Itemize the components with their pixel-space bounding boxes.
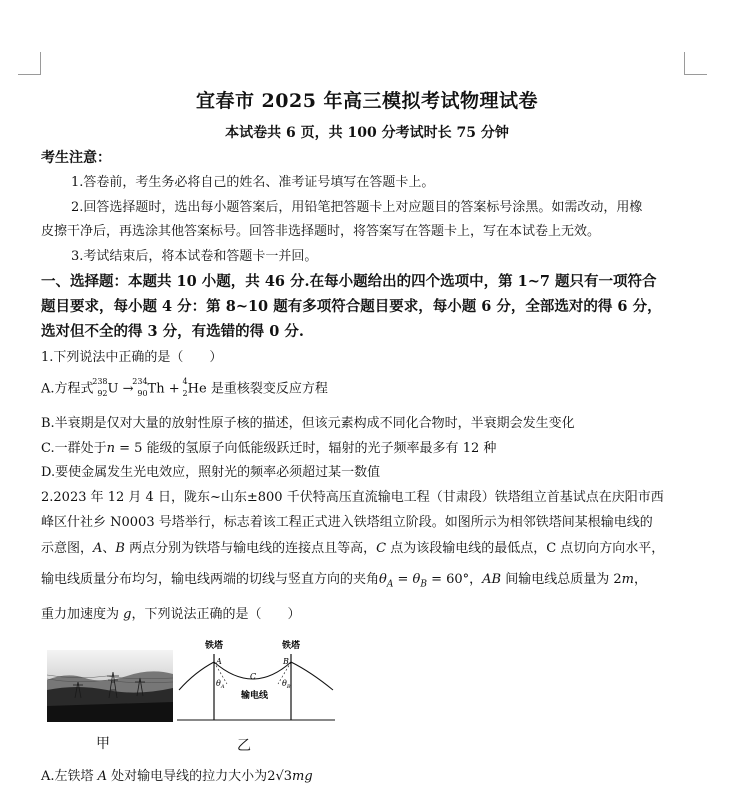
uranium-symbol: U [107, 381, 119, 397]
crop-mark-top-right [684, 52, 707, 75]
diagram-point-c: C [250, 672, 257, 681]
tension-coefficient: 2√3 [267, 769, 293, 784]
theta-b-sub: B [286, 684, 291, 690]
reaction-arrow: → [122, 381, 134, 397]
section-instructions-line-2: 题目要求，每小题 4 分：第 8~10 题有多项符合题目要求，每小题 6 分，全部选对的得 6 分， [41, 298, 662, 315]
mass-variable: m [621, 572, 634, 587]
figure-label-yi: 乙 [237, 738, 251, 754]
question-2-stem-line-3 [41, 537, 664, 556]
helium-symbol: He [187, 381, 207, 397]
option-a-suffix: 是重核裂变反应方程 [210, 381, 328, 397]
question-2-stem-line-5 [41, 603, 300, 622]
helium-atomic-number: 2 [182, 389, 188, 398]
left-tower-label: 铁塔 [205, 641, 224, 651]
option-a-middle: 处对输电导线的拉力大小为 [107, 769, 268, 784]
notice-item-2-line-1: 2.回答选择题时，选出每小题答案后，用铅笔把答题卡上对应题目的答案标号涂黑。如需改动，用橡 [71, 200, 643, 215]
section-instructions-line-1: 一、选择题：本题共 10 小题，共 46 分.在每小题给出的四个选项中，第 1~7 题只有一项符合 [41, 273, 657, 290]
figure-label-jia: 甲 [96, 736, 110, 752]
question-1-stem: 1.下列说法中正确的是（ ） [41, 350, 223, 365]
line-3-prefix: 示意图， [41, 541, 94, 556]
point-b-label: B [115, 541, 125, 556]
plus-sign: + [168, 381, 180, 397]
exam-subtitle: 本试卷共 6 页，共 100 分考试时长 75 分钟 [225, 125, 509, 141]
question-1-option-b: B.半衰期是仅对大量的放射性原子核的描述，但该元素构成不同化合物时，半衰期会发生变化 [41, 416, 575, 431]
angle-value: = 60°， [426, 572, 483, 587]
thorium-symbol: Th [147, 381, 165, 397]
diagram-theta-b [282, 679, 291, 690]
question-2-stem-line-2: 峰区什社乡 N0003 号塔举行，标志着该工程正式进入铁塔组立阶段。如图所示为相邻铁塔间某根输电线的 [41, 515, 653, 530]
line-4-prefix: 输电线质量分布均匀，输电线两端的切线与竖直方向的夹角 [41, 572, 380, 587]
line-4-middle: 间输电线总质量为 2 [501, 572, 622, 587]
thorium-nuclide-numbers [134, 376, 148, 402]
point-c-label: C [376, 541, 387, 556]
line-4-end: ， [634, 572, 648, 587]
equals-sign: = [393, 572, 413, 587]
tower-a-label: A [97, 769, 108, 784]
theta-a-subscript: A [386, 579, 394, 590]
line-3-middle: 两点分别为铁塔与输电线的连接点且等高， [124, 541, 377, 556]
diagram-point-b: B [283, 657, 289, 666]
tension-mg: mg [292, 769, 313, 784]
option-c-prefix: C.一群处于 [41, 441, 107, 456]
right-tower-label: 铁塔 [282, 641, 301, 651]
uranium-nuclide-numbers [94, 376, 108, 402]
diagram-theta-a [216, 679, 225, 690]
theta-a-symbol: θ [379, 572, 387, 587]
variable-n: n [106, 441, 115, 456]
theta-a-sub: A [220, 684, 225, 690]
theta-b-symbol: θ [412, 572, 421, 587]
question-1-option-d: D.要使金属发生光电效应，照射光的频率必须超过某一数值 [41, 465, 381, 480]
option-a-prefix: A.左铁塔 [41, 769, 98, 784]
uranium-mass-number: 238 [92, 377, 108, 386]
crop-mark-top-left [18, 52, 41, 75]
question-1-option-c [41, 437, 496, 456]
thorium-atomic-number: 90 [137, 389, 148, 398]
theta-b-subscript: B [420, 579, 427, 590]
notice-item-2-line-2: 皮擦干净后，再选涂其他答案标号。回答非选择题时，将答案写在答题卡上，写在本试卷上无效。 [41, 224, 601, 239]
gravity-variable: g [123, 607, 132, 622]
notice-item-1: 1.答卷前，考生务必将自己的姓名、准考证号填写在答题卡上。 [71, 175, 435, 190]
notice-heading: 考生注意： [41, 150, 111, 166]
option-a-prefix: A.方程式 [41, 381, 94, 397]
question-2-stem-line-4 [41, 568, 647, 590]
point-a-label: A [93, 541, 103, 556]
theta-b: θ [282, 679, 287, 688]
uranium-atomic-number: 92 [97, 389, 108, 398]
transmission-tower-photo [47, 650, 173, 722]
theta-a: θ [216, 679, 221, 688]
exam-title: 宜春市 2025 年高三模拟考试物理试卷 [195, 90, 539, 112]
line-5-prefix: 重力加速度为 [41, 607, 124, 622]
line-5-suffix: ，下列说法正确的是（ ） [131, 607, 301, 622]
line-3-suffix: 点为该段输电线的最低点，C 点切向方向水平， [386, 541, 665, 556]
option-c-suffix: = 5 能级的氢原子向低能级跃迁时，辐射的光子频率最多有 12 种 [115, 441, 497, 456]
thorium-mass-number: 234 [132, 377, 148, 386]
section-instructions-line-3: 选对但不全的得 3 分，有选错的得 0 分. [41, 323, 304, 340]
wire-label: 输电线 [241, 691, 269, 701]
question-2-stem-line-1: 2.2023 年 12 月 4 日，陇东~山东±800 千伏特高压直流输电工程（甘肃段）铁塔组立首基试点在庆阳市西 [41, 490, 664, 505]
diagram-point-a: A [216, 657, 222, 666]
helium-nuclide-numbers [180, 376, 188, 402]
separator: 、 [102, 541, 116, 556]
question-2-option-a [41, 765, 313, 784]
segment-ab-label: AB [482, 572, 502, 587]
helium-mass-number: 4 [182, 377, 188, 386]
question-1-option-a [41, 376, 328, 402]
transmission-line-diagram [177, 628, 335, 724]
notice-item-3: 3.考试结束后，将本试卷和答题卡一并回。 [71, 249, 318, 264]
